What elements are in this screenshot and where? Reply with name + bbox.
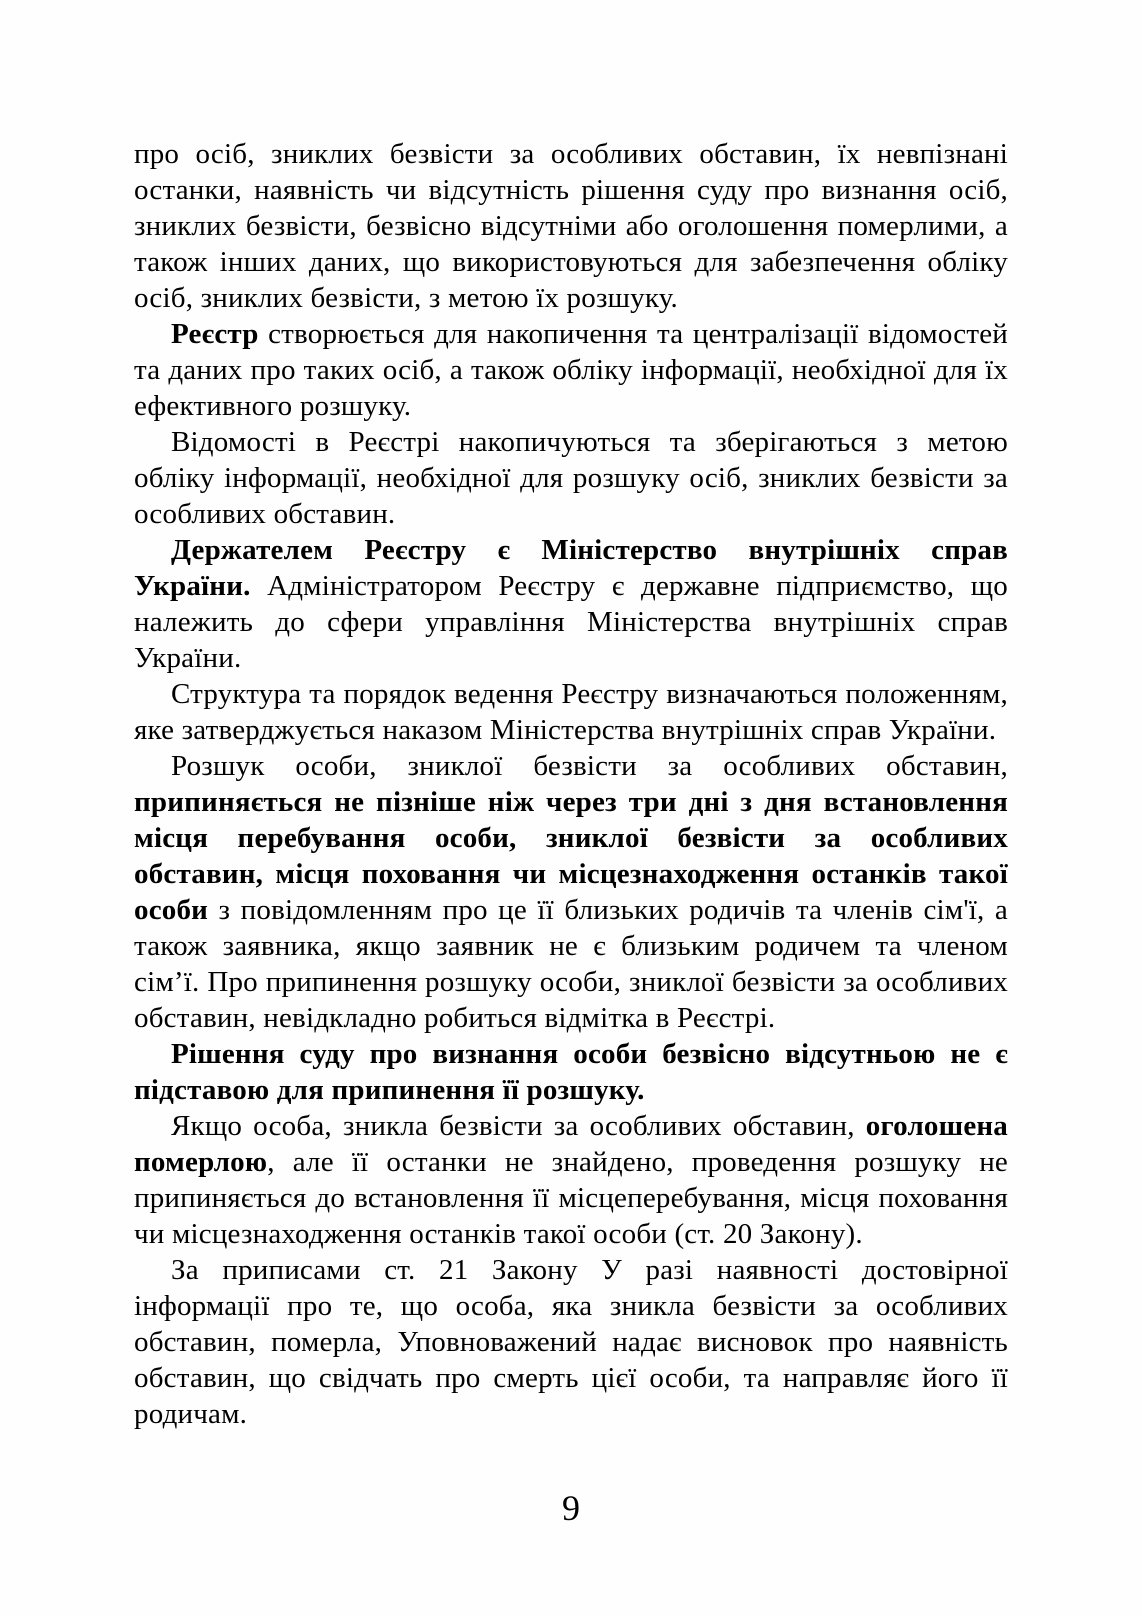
page-number: 9 (562, 1488, 580, 1528)
text-block (134, 136, 1008, 1432)
text-run: з повідомленням про це її близьких родичів та членів сім'ї, а також заявника, якщо заявник не є близьким родичем та членом сім’ї. Про припинення розшуку особи, зниклої безвісти за особливих обставин, невідкладно робиться відмітка в Реєстрі. (134, 894, 1008, 1034)
paragraph (134, 1108, 1008, 1252)
text-run: Розшук особи, зниклої безвісти за особливих обставин, (171, 750, 1008, 782)
paragraph (134, 676, 1008, 748)
paragraph (134, 316, 1008, 424)
bold-text-run: Реєстр (171, 318, 259, 350)
bold-text-run: оголошена померлою (134, 1110, 1008, 1178)
bold-text-run: Держателем Реєстру є Міністерство внутрішніх справ України. (134, 534, 1008, 602)
text-run: , але її останки не знайдено, проведення розшуку не припиняється до встановлення її місцеперебування, місця поховання чи місцезнаходження останків такої особи (ст. 20 Закону). (134, 1146, 1008, 1250)
text-run: створюється для накопичення та централізації відомостей та даних про таких осіб, а також обліку інформації, необхідної для їх ефективного розшуку. (134, 318, 1008, 422)
bold-text-run: припиняється не пізніше ніж через три дні з дня встановлення місця перебування особи, зниклої безвісти за особливих обставин, місця поховання чи місцезнаходження останків такої особи (134, 786, 1008, 926)
paragraph (134, 532, 1008, 676)
text-run: Відомості в Реєстрі накопичуються та зберігаються з метою обліку інформації, необхідної для розшуку осіб, зниклих безвісти за особливих обставин. (134, 426, 1008, 530)
bold-text-run: Рішення суду про визнання особи безвісно відсутньою не є підставою для припинення її розшуку. (134, 1038, 1008, 1106)
paragraph (134, 424, 1008, 532)
text-run: Адміністратором Реєстру є державне підприємство, що належить до сфери управління Міністерства внутрішніх справ України. (134, 570, 1008, 674)
text-run: про осіб, зниклих безвісти за особливих обставин, їх невпізнані останки, наявність чи відсутність рішення суду про визнання осіб, зниклих безвісти, безвісно відсутніми або оголошення померлими, а також інших даних, що використовуються для забезпечення обліку осіб, зниклих безвісти, з метою їх розшуку. (134, 138, 1008, 314)
paragraph (134, 1252, 1008, 1432)
paragraph (134, 1036, 1008, 1108)
paragraph (134, 748, 1008, 1036)
text-run: За приписами ст. 21 Закону У разі наявності достовірної інформації про те, що особа, яка зникла безвісти за особливих обставин, померла, Уповноважений надає висновок про наявність обставин, що свідчать про смерть цієї особи, та направляє його її родичам. (134, 1254, 1008, 1430)
text-run: Якщо особа, зникла безвісти за особливих обставин, (171, 1110, 866, 1142)
paragraph (134, 136, 1008, 316)
text-run: Структура та порядок ведення Реєстру визначаються положенням, яке затверджується наказом Міністерства внутрішніх справ України. (134, 678, 1008, 746)
